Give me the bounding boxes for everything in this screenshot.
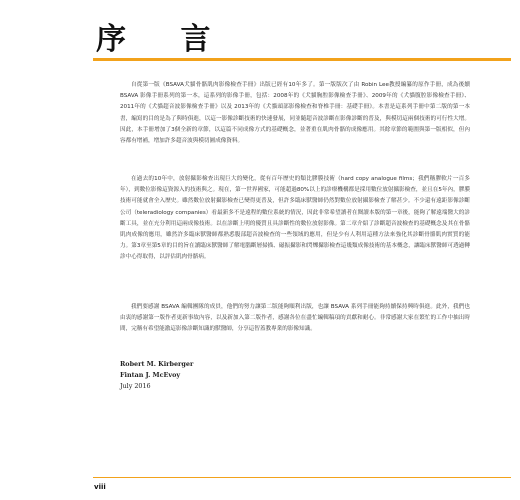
author-2: Fintan J. McEvoy [120,371,181,379]
page-number: viii [94,483,106,491]
paragraph-3: 我們要感謝 BSAVA 編輯團隊的成員，他們的努力讓第二版能夠順利出版，也讓 BSAVA 系列手冊能夠持續保持興時俱進。此外，我們也由衷的感謝第一版作者更新事故內容，以及新加入第二版作者，感謝各位在盡忙編輯稿項的貢獻和耐心。非常感謝大家在繁忙的工作中抽出時間，完稱有希望能激這影像診斷知識的獸醫師，分享這智蓋教專業的影像知識。 [120,304,470,333]
signature-date: July 2016 [120,382,151,390]
paragraph-2: 在過去的10年中，放射攝影檢查出現巨大的變化，從有百年歷史的類比膠膜技術（hard copy analogue films；我們稱膠軟片一百多年），到數位影像這資源入的技術與之。現在，第一世界國家，可能超過80%以上的診療機構都是採用數位放射攝影檢查，並且在5年內，膠膜技術可能就會全入歷史。雖然數位放射攝影檢查已變得更普及，但許多臨床獸醫師仍然對數位放射攝影檢查了解甚少。不少還有遠距影像診斷公司（teleradiology companies）看最新多不是遠程的數位系統的情況，因此非常希望讀者在閱讀本版的第一章後，能夠了解遠端醫大的診斷工具，並在充分利用這兩成像技術。以在診斷上明的優質且具診斷性的數位放射影像。第二章介紹了診斷超音波檢查的基礎概念及其在骨骼肌肉成像的應用，雖然許多臨床獸醫師都熟悉腹部超音波檢查的一些領域的應用，但是少有人利用這種方法來強化其診斷骨骼肌肉實質的能力。第3章至第5章的目的旨在讀臨床獸醫師了解電腦斷層掃描、磁振攝影和閃爍攝影檢查這幾類成像技術的基本概念，讓臨床獸醫師可透過轉診中心得取得，以評估肌肉骨骼病。 [120,176,470,261]
title-rule [93,58,511,61]
author-1: Robert M. Kirberger [120,360,194,368]
page-title: 序 言 [96,22,233,57]
signature-block [120,359,193,392]
footer-rule [93,477,511,478]
paragraph-1: 自從第一版《BSAVA犬貓骨骼肌肉影像檢查手冊》出版已經有10年多了。第一版版次了由 Robin Lee教授編纂的原作手冊，成為後續 BSAVA 影像手冊系列的第一本，這系列的影像手冊，包括：2008年的《犬貓胸腔影像檢查手冊》、2009年的《犬貓腹腔影像檢查手冊》、2011年的《犬貓超音波影像檢查手冊》以及 2013年的《犬貓頭部影像檢查和脊椎手冊：基礎手冊》。本書是這系列手冊中第二版的第一本書，編寫的目的是為了與時俱進，以這一影像診斷技術的快速發展，同並隨超音波診斷在影像診斷的普及，與模切這兩個技術的可行性大增。因此，本手冊增加了3個全新的章節，以這篇不同成像方式的基礎概念，並著重在肌肉骨骼的成像應用。其餘章節的範圍與第一版相似，但內容都有增補，增加許多超音波與模切圖成像資料。 [120,82,470,145]
